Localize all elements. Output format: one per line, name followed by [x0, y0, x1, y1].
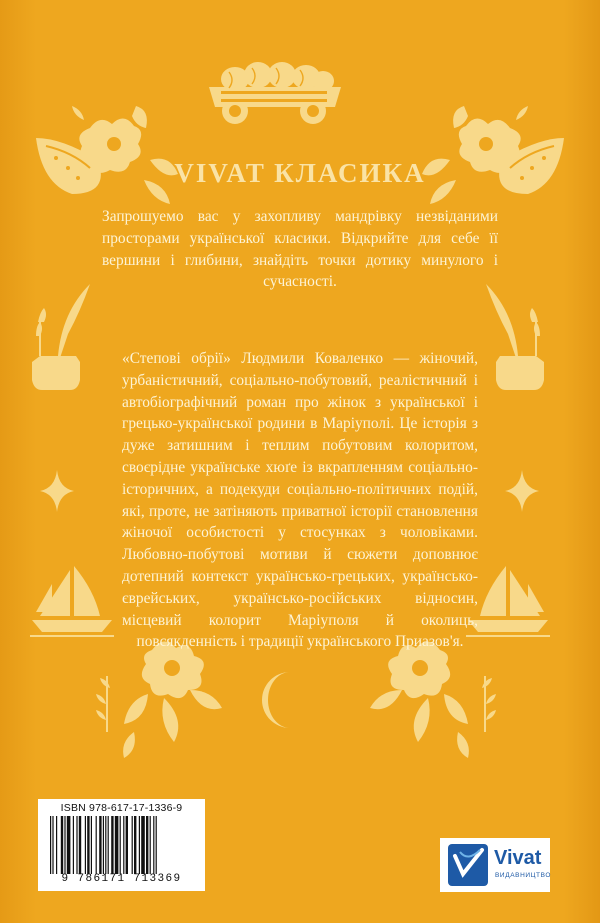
- barcode-bar: [108, 816, 109, 874]
- barcode-bar: [141, 816, 145, 874]
- barcode-bar: [67, 816, 71, 874]
- barcode-bar: [79, 816, 81, 874]
- publisher-logo: [440, 838, 550, 892]
- barcode-bar: [52, 816, 53, 874]
- barcode-bar: [156, 816, 157, 874]
- barcode-bar: [87, 816, 89, 874]
- ship-icon: [30, 566, 114, 638]
- barcode-bar: [111, 816, 113, 874]
- barcode-bar: [96, 816, 97, 874]
- moon-icon: [260, 670, 306, 730]
- barcode-bar: [99, 816, 101, 874]
- barcode-bar: [153, 816, 154, 874]
- barcode-bar: [105, 816, 106, 874]
- inkwell-icon: [482, 282, 548, 392]
- ship-icon: [466, 566, 550, 638]
- barcode-bar: [50, 816, 51, 874]
- barcode-bar: [146, 816, 148, 874]
- barcode: [38, 799, 205, 891]
- watermelon-icon: [32, 98, 182, 206]
- barcode-bar: [132, 816, 133, 874]
- star-icon: [505, 470, 539, 512]
- publisher-name: Vivat: [494, 847, 542, 869]
- quill-icon: [28, 282, 94, 392]
- barcode-bar: [134, 816, 136, 874]
- barcode-bar: [120, 816, 121, 874]
- barcode-bar: [115, 816, 119, 874]
- star-icon: [40, 470, 74, 512]
- barcode-bar: [150, 816, 151, 874]
- barcode-bar: [73, 816, 74, 874]
- barcode-bar: [56, 816, 57, 874]
- barcode-bar: [61, 816, 63, 874]
- barcode-bar: [85, 816, 86, 874]
- barcode-bar: [126, 816, 128, 874]
- barcode-bar: [123, 816, 124, 874]
- intro-paragraph: Запрошуемо вас у захопливу мандрівку незвіданими просторами української класики. Відкрийте для себе її вершини і глибини, знайдіть точки дотику минулого і сучасності.: [102, 208, 498, 291]
- series-title: VIVAT КЛАСИКА: [174, 158, 426, 188]
- barcode-bars: [46, 816, 197, 874]
- barcode-bar: [103, 816, 104, 874]
- barcode-bar: [91, 816, 92, 874]
- flower-icon: [418, 98, 568, 206]
- isbn-label: ISBN 978-617-17-1336-9: [60, 802, 183, 814]
- description-paragraph: «Степові обрії» Людмили Коваленко — жіночий, урбаністичний, соціально-побутовий, реалістичний і автобіографічний роман про жінок з української і грецько-української родини в Маріуполі. Це історія з дуже затишним і теплим побутовим колоритом, своєрідне українське хюґе із вкрапленням соціально-історичних, а подекуди соціально-політичних подій, які, проте, не затіняють приватної історії становлення жіночої особистості у стосунках з чоловіками. Любовно-побутові мотиви й сюжети доповнює дотепний контекст українсько-грецьких, українсько-єврейських, українсько-російських відносин, місцевий колорит Маріуполя й околиць, повсякденність і традиції українського Приазов'я.: [122, 350, 478, 651]
- cart-icon: [205, 60, 345, 128]
- publisher-subtitle: ВИДАВНИЦТВО: [495, 872, 552, 879]
- barcode-digits: 9 786171 713369: [61, 873, 182, 885]
- barcode-bar: [64, 816, 65, 874]
- barcode-bar: [139, 816, 140, 874]
- vivat-logo-icon: [448, 844, 488, 886]
- barcode-bar: [76, 816, 77, 874]
